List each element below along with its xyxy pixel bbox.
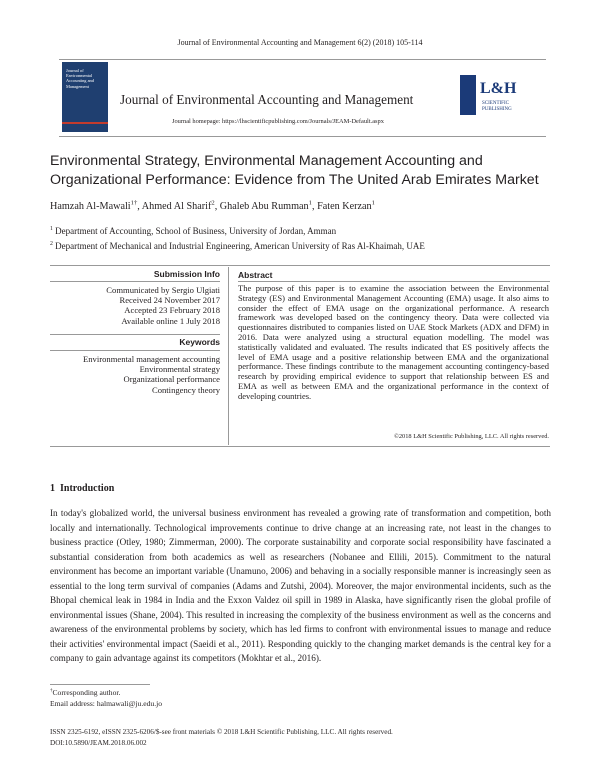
footnote-email: Email address: halmawali@ju.edu.jo <box>50 699 163 708</box>
keywords-list <box>50 354 220 395</box>
keyword: Organizational performance <box>123 374 220 385</box>
cover-title: Journal of Environmental Accounting and Management <box>66 68 94 89</box>
keyword: Environmental strategy <box>139 364 220 375</box>
affiliation-number: 1 <box>50 226 53 232</box>
author-sup: 1 <box>371 199 375 207</box>
cover-stripe <box>62 122 108 124</box>
journal-cover-image <box>62 62 108 132</box>
author-name: Ahmed Al Sharif <box>141 201 212 212</box>
divider <box>238 281 550 282</box>
paper-title: Environmental Strategy, Environmental Management Accounting and Organizational Performance: Evidence from The United Arab Emirates Market <box>50 153 539 188</box>
submission-line: Available online 1 July 2018 <box>121 315 220 326</box>
footnote-corresponding <box>50 688 120 697</box>
footnote-text: Corresponding author. <box>52 688 121 697</box>
affiliation <box>50 226 336 236</box>
keyword: Environmental management accounting <box>83 354 220 364</box>
footnote-rule <box>50 684 150 685</box>
author-list: Hamzah Al-Mawali$^{1\dagger}$, Ahmed Al Sharif$^2$, Ghaleb Abu Rumman$^1$, Faten Kerzan$^1$ <box>50 199 375 212</box>
footer-issn: ISSN 2325-6192, eISSN 2325-6206/$-see front materials © 2018 L&H Scientific Publishing, LLC. All rights reserved. <box>50 728 393 736</box>
submission-info <box>50 285 220 326</box>
divider <box>50 281 220 282</box>
section-title: Introduction <box>60 483 115 494</box>
column-divider <box>228 267 229 445</box>
keyword: Contingency theory <box>151 384 220 395</box>
author-sup: 1 <box>308 199 312 207</box>
logo-text: L&H <box>480 80 517 97</box>
author-sup: 2 <box>211 199 215 207</box>
introduction-text: In today's globalized world, the universal business environment has revealed a growing rate of transformation and competition, both locally and internationally. Technological improvements continue to drive change at an increasing rate, not least in the changes to business practice (Otley, 1980; Zimmerman, 2000). The corporate sustainability and corporate social responsibility have fascinated a substantial consideration from both academics as well as researchers (Nobanee and Ellili, 2015). Commitment to the natural environment has become an important variable (Unamuno, 2006) and behaving in a socially responsible manner is increasingly seen as essential to the long term survival of companies (Adams and Zutshi, 2004). Moreover, the major environmental incidents, such as the Bhopal chemical leak in 1984 in India and the Exxon Valdez oil spill in 1989 in Alaska, have significantly risen the global profile of environmental issues (Shane, 2004). This resulted in increasing the complexity of the business environment as well as the concerns and awareness of the environmental problems by society, which has led firms to confront with environmental issues to manage and reduce their activities' environmental impact (Saeidi et al., 2011). Responding quickly to the changing market demands is the central key for a company to gain advantage against its competitors (Mokhtar et al., 2016). <box>50 508 551 663</box>
submission-line: Accepted 23 February 2018 <box>124 305 220 316</box>
submission-line: Communicated by Sergio Ulgiati <box>106 285 220 295</box>
abstract-copyright: ©2018 L&H Scientific Publishing, LLC. All rights reserved. <box>393 433 549 440</box>
running-head: Journal of Environmental Accounting and Management 6(2) (2018) 105-114 <box>177 38 423 47</box>
journal-title: Journal of Environmental Accounting and Management <box>120 92 414 107</box>
submission-info-heading: Submission Info <box>153 269 220 279</box>
keywords-heading: Keywords <box>179 337 220 347</box>
logo-mark <box>460 75 476 115</box>
author-name: Faten Kerzan <box>317 201 372 212</box>
author-name: Hamzah Al-Mawali <box>50 201 131 212</box>
abstract-heading: Abstract <box>238 270 273 280</box>
journal-homepage[interactable]: Journal homepage: https://lhscientificpublishing.com/Journals/JEAM-Default.aspx <box>172 118 384 125</box>
affiliation <box>50 241 425 251</box>
section-number: 1 <box>50 483 55 494</box>
abstract-text: The purpose of this paper is to examine the association between the Environmental Strategy (ES) and Environmental Management Accounting (EMA) usage. It also aims to consider the effect of EMA usage on the organizational performance. A research framework was developed based on the contingency theory. Data were collected via questionnaires distributed to companies listed on UAE Stock Markets (ADX and DFM) in 2016. Data were analyzed using a structural equation modelling. The model was statistically validated and evaluated. The results indicated that ES positively affects the level of EMA usage and a positive relationship between EMA and the organizational performance. These findings contribute to the management accounting contingency-based research by providing empirical evidence to support that relationship between ES and EMA as well as between EMA and the organizational performance in the context of developing countries. <box>238 283 549 401</box>
logo-subtitle: SCIENTIFIC PUBLISHING <box>482 101 512 112</box>
divider <box>50 265 550 266</box>
divider <box>50 446 550 447</box>
affiliation-text: Department of Accounting, School of Business, University of Jordan, Amman <box>55 226 337 236</box>
author-name: Ghaleb Abu Rumman <box>219 201 309 212</box>
divider <box>50 334 220 335</box>
footer-doi: DOI:10.5890/JEAM.2018.06.002 <box>50 739 147 747</box>
footnote-mark: † <box>50 688 53 694</box>
divider <box>50 350 220 351</box>
section-heading <box>50 483 114 494</box>
submission-line: Received 24 November 2017 <box>119 295 220 306</box>
publisher-logo <box>460 71 542 127</box>
affiliation-text: Department of Mechanical and Industrial Engineering, American University of Ras Al-Khaimah, UAE <box>55 241 425 251</box>
affiliation-number: 2 <box>50 241 53 247</box>
author-sup: 1† <box>130 199 138 207</box>
